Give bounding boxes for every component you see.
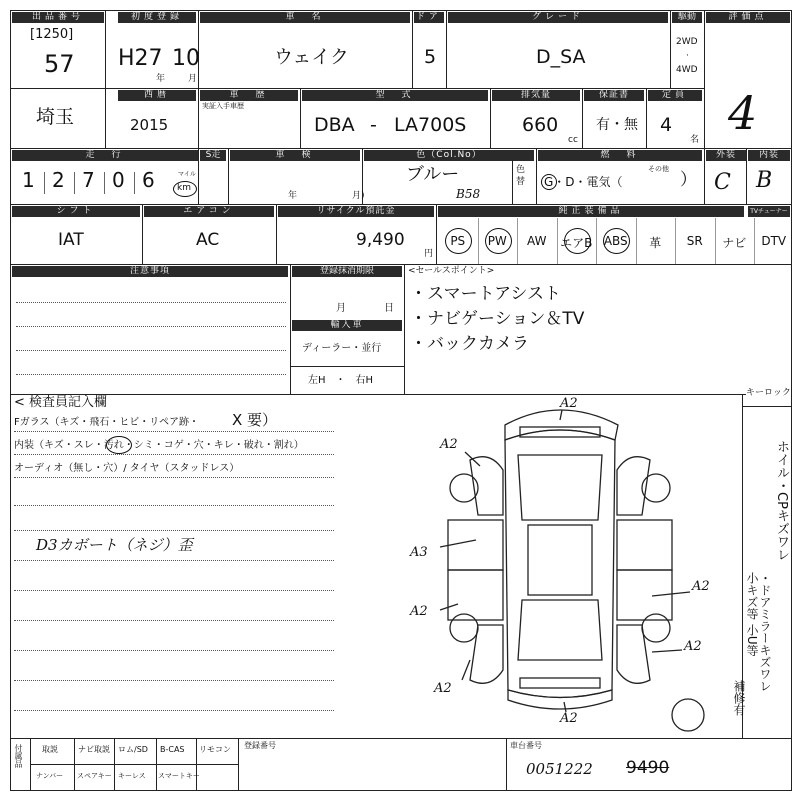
digit-separator	[44, 172, 45, 194]
inspector-line-2: 内装（キズ・スレ・汚れ・シミ・コゲ・穴・キレ・破れ・割れ）	[14, 440, 304, 451]
right-rear-door	[617, 570, 672, 620]
divider	[196, 738, 197, 790]
yen-unit: 円	[424, 249, 434, 259]
right-quarter	[617, 625, 650, 683]
capacity: 4	[660, 114, 673, 136]
deadline-day: 日	[384, 303, 394, 314]
divider	[746, 148, 747, 204]
leader-line	[652, 592, 690, 596]
left-rear-door	[448, 570, 503, 620]
car-body	[505, 430, 615, 698]
navi-label: ナビ取説	[78, 745, 110, 754]
row-divider	[10, 394, 792, 395]
equipment-separator	[715, 218, 716, 264]
side-note-1: ホイル・CPキズワレ	[774, 440, 789, 561]
year-unit: 年	[156, 74, 166, 84]
divider	[704, 148, 705, 204]
note-line	[16, 374, 286, 375]
model-label: 型 式	[302, 90, 488, 101]
note-line	[14, 650, 334, 651]
score: 4	[728, 86, 758, 140]
cc-unit: cc	[568, 135, 578, 145]
smartkey-label: スマートキー	[158, 772, 200, 780]
lot-code: [1250]	[30, 27, 74, 42]
row-divider	[10, 148, 792, 149]
exterior-label: 外装	[706, 150, 746, 161]
windshield	[518, 455, 602, 520]
equipment-item: ナビ	[722, 236, 747, 250]
divider	[704, 10, 705, 148]
damage-left-front: A2	[440, 437, 458, 452]
import-label: 輸入車	[292, 320, 402, 331]
divider	[646, 88, 647, 148]
lot-number: 57	[44, 50, 75, 78]
mileage-digit: 6	[142, 168, 155, 192]
reg-number-label: 登録番号	[244, 741, 276, 750]
footer-side-label: 付属品	[14, 744, 23, 768]
side-note-3: 小キズ等 小U等	[745, 572, 759, 657]
left-front-door	[448, 520, 503, 570]
note-line	[14, 454, 334, 455]
rear-plate	[520, 678, 600, 688]
leader-line	[465, 452, 480, 466]
fuel: G・D・電気（	[544, 175, 623, 189]
divider	[446, 10, 447, 88]
inspector-line-1: Fガラス（キズ・飛石・ヒビ・リペア跡・	[14, 417, 200, 428]
history-sub: 実証入手車歴	[202, 102, 244, 110]
sales-point-1: ・スマートアシスト	[410, 284, 561, 304]
model-code: LA700S	[394, 114, 467, 136]
deadline-label: 登録抹消期限	[292, 266, 402, 277]
divider	[276, 204, 277, 264]
chassis-label: 車台番号	[510, 741, 542, 750]
wheel-left-rear	[450, 614, 478, 642]
divider	[512, 160, 513, 204]
row-divider	[10, 88, 704, 89]
ac-label: エアコン	[144, 206, 274, 217]
import-value: ディーラー・並行	[302, 343, 382, 354]
frame-right	[791, 10, 792, 790]
divider	[238, 738, 239, 790]
equipment-item: DTV	[761, 234, 787, 248]
remote-label: リモコン	[199, 745, 231, 754]
divider	[290, 264, 291, 394]
rear-bumper	[508, 690, 612, 709]
bcas-label: B-CAS	[160, 745, 185, 754]
warranty: 有・無	[596, 117, 638, 133]
drive-2wd: 2WD	[676, 37, 698, 47]
grille	[520, 427, 600, 437]
struck-amount: 9490	[626, 758, 670, 778]
inspector-title: < 検査員記入欄	[14, 395, 108, 410]
ac: AC	[196, 230, 220, 250]
row-divider	[10, 204, 792, 205]
note-line	[16, 350, 286, 351]
sales-point-2: ・ナビゲーション＆TV	[410, 309, 585, 329]
shift-label: シフト	[12, 206, 140, 217]
region: 埼玉	[36, 106, 75, 128]
divider	[114, 738, 115, 790]
inspection-label: 車 検	[230, 150, 360, 161]
divider	[404, 264, 405, 394]
steering: 左H ・ 右H	[308, 375, 374, 386]
grade-label: グレード	[448, 12, 668, 23]
note-line	[16, 302, 286, 303]
equipment-separator	[517, 218, 518, 264]
divider	[105, 88, 106, 148]
left-quarter	[470, 625, 503, 683]
divider	[198, 88, 199, 148]
fuel-other: その他	[648, 165, 669, 173]
note-line	[16, 326, 286, 327]
sales-label: <セールスポイント>	[408, 266, 495, 276]
displacement: 660	[522, 114, 559, 136]
divider	[412, 10, 413, 88]
drive-label: 駆動	[672, 12, 702, 23]
number-label: ナンバー	[36, 772, 64, 780]
mileage-digit: 0	[112, 168, 125, 192]
tv-label: TVチューナー	[748, 206, 790, 217]
equipment-circle	[564, 228, 591, 254]
equipment-separator	[636, 218, 637, 264]
equipment-separator	[557, 218, 558, 264]
year: 2015	[130, 116, 169, 134]
equipment-circle	[603, 228, 630, 254]
equipment-item: ABS	[603, 234, 628, 248]
displacement-label: 排気量	[492, 90, 580, 101]
interior: B	[756, 168, 773, 193]
divider	[142, 204, 143, 264]
frame-top	[10, 10, 792, 11]
front-bumper	[505, 410, 618, 440]
leader-line	[560, 410, 562, 420]
side-note-4: 補修有	[732, 680, 746, 716]
drive-4wd: 4WD	[676, 65, 698, 75]
fuel-close: ）	[680, 170, 697, 190]
model-dash: -	[370, 114, 377, 136]
equipment-circle	[445, 228, 472, 254]
leader-line	[462, 660, 470, 680]
damage-rear: A2	[560, 711, 578, 726]
era-year: H27	[118, 46, 163, 71]
divider	[300, 88, 301, 148]
rear-window	[518, 600, 602, 660]
model-prefix: DBA	[314, 114, 355, 136]
recycle: 9,490	[356, 230, 405, 250]
mileage-digit: 7	[82, 168, 95, 192]
lot-label: 出品番号	[12, 12, 104, 23]
score-label: 評価点	[706, 12, 790, 23]
leader-line	[440, 604, 458, 610]
spare-tire	[672, 699, 704, 731]
note-line	[14, 530, 334, 531]
leader-line	[440, 540, 476, 547]
note-line	[14, 431, 334, 432]
divider	[536, 148, 537, 204]
divider	[30, 764, 238, 765]
note-line	[14, 620, 334, 621]
divider	[105, 10, 106, 88]
shift: IAT	[58, 230, 84, 250]
damage-left-rear: A2	[410, 604, 428, 619]
color-label: 色（Col.No）	[364, 150, 534, 161]
history-label: 車 歴	[200, 90, 298, 101]
divider	[228, 148, 229, 204]
equipment-separator	[596, 218, 597, 264]
drive-dot: ·	[686, 51, 689, 61]
recycle-label: リサイクル預託金	[278, 206, 434, 217]
divider	[742, 406, 792, 407]
stain-circle	[106, 436, 132, 454]
doors: 5	[424, 46, 437, 68]
right-front-door	[617, 520, 672, 570]
row-divider	[10, 264, 792, 265]
exterior: C	[714, 170, 731, 195]
warranty-label: 保証書	[584, 90, 644, 101]
car-name-label: 車 名	[200, 12, 410, 23]
note-line	[14, 680, 334, 681]
year-label: 西暦	[118, 90, 196, 101]
divider	[290, 366, 404, 367]
leader-line	[652, 650, 682, 652]
wheel-left-front	[450, 474, 478, 502]
capacity-unit: 名	[690, 135, 700, 145]
note-line	[14, 590, 334, 591]
row-divider	[10, 738, 792, 739]
damage-right-rear: A2	[684, 639, 702, 654]
equipment-separator	[675, 218, 676, 264]
note-line	[14, 710, 334, 711]
reg-month: 10	[172, 46, 200, 71]
grade: D_SA	[536, 46, 586, 68]
damage-right-door: A2	[692, 579, 710, 594]
note-line	[14, 477, 334, 478]
equipment-separator	[478, 218, 479, 264]
car-name: ウェイク	[274, 46, 349, 68]
keyless-label: キーレス	[118, 772, 146, 780]
damage-front: A2	[560, 396, 578, 411]
color-code: B58	[456, 187, 481, 201]
damage-left-door: A3	[410, 545, 428, 560]
left-fender	[470, 457, 503, 515]
mileage-unit-km: km	[177, 183, 191, 193]
month-unit: 月	[188, 74, 198, 84]
inspector-handwritten: D3カボート（ネジ）歪	[36, 536, 193, 554]
equipment-circle	[485, 228, 512, 254]
divider	[490, 88, 491, 148]
wheel-right-rear	[642, 614, 670, 642]
caution-label: 注意事項	[12, 266, 288, 277]
divider	[670, 10, 671, 88]
equipment-item: 革	[649, 236, 662, 250]
fuel-label: 燃 料	[538, 150, 702, 161]
roof	[528, 525, 592, 595]
sales-point-3: ・バックカメラ	[410, 334, 529, 354]
equipment-item: AW	[527, 234, 547, 248]
equipment-item: SR	[686, 234, 703, 248]
digit-separator	[74, 172, 75, 194]
deadline-month: 月	[336, 303, 346, 314]
spare-label: スペアキー	[77, 772, 112, 780]
keylock-label: キーロック	[746, 388, 791, 398]
mileage-label: 走 行	[12, 150, 198, 161]
chassis-number: 0051222	[526, 760, 593, 778]
color-change-label: 色替	[516, 165, 526, 187]
inspector-line-3: オーディオ（無し・穴）/ タイヤ（スタッドレス）	[14, 463, 240, 474]
divider	[436, 204, 437, 264]
receipt-label: 取説	[42, 745, 58, 754]
equipment-separator	[754, 218, 755, 264]
fglass-mark: X 要）	[232, 411, 278, 429]
side-note-2: ・ドアミラーキズワレ	[758, 572, 772, 692]
equipment-label: 純正装備品	[438, 206, 744, 217]
divider	[582, 88, 583, 148]
digit-separator	[104, 172, 105, 194]
equipment-item: エアB	[560, 236, 593, 250]
wheel-right-front	[642, 474, 670, 502]
interior-label: 内装	[748, 150, 790, 161]
note-line	[14, 560, 334, 561]
equipment-item: PS	[450, 234, 466, 248]
divider	[74, 738, 75, 790]
soc-label: S走	[200, 150, 226, 161]
right-fender	[617, 457, 650, 515]
damage-left-bottom: A2	[434, 681, 452, 696]
equipment-item: PW	[487, 234, 507, 248]
divider	[198, 148, 199, 204]
mileage-digit: 1	[22, 168, 35, 192]
first-reg-label: 初度登録	[118, 12, 196, 23]
frame-left	[10, 10, 11, 790]
divider	[156, 738, 157, 790]
inspection-year-unit: 年	[288, 191, 298, 201]
mileage-unit-mile: マイル	[178, 171, 196, 178]
mc-label: ロム/SD	[118, 745, 148, 754]
mileage-digit: 2	[52, 168, 65, 192]
note-line	[14, 505, 334, 506]
color: ブルー	[406, 164, 460, 185]
digit-separator	[134, 172, 135, 194]
doors-label: ドア	[414, 12, 444, 23]
divider	[506, 738, 507, 790]
inspection-month-unit: 月)	[352, 191, 365, 201]
capacity-label: 定員	[648, 90, 702, 101]
frame-bottom	[10, 790, 792, 791]
